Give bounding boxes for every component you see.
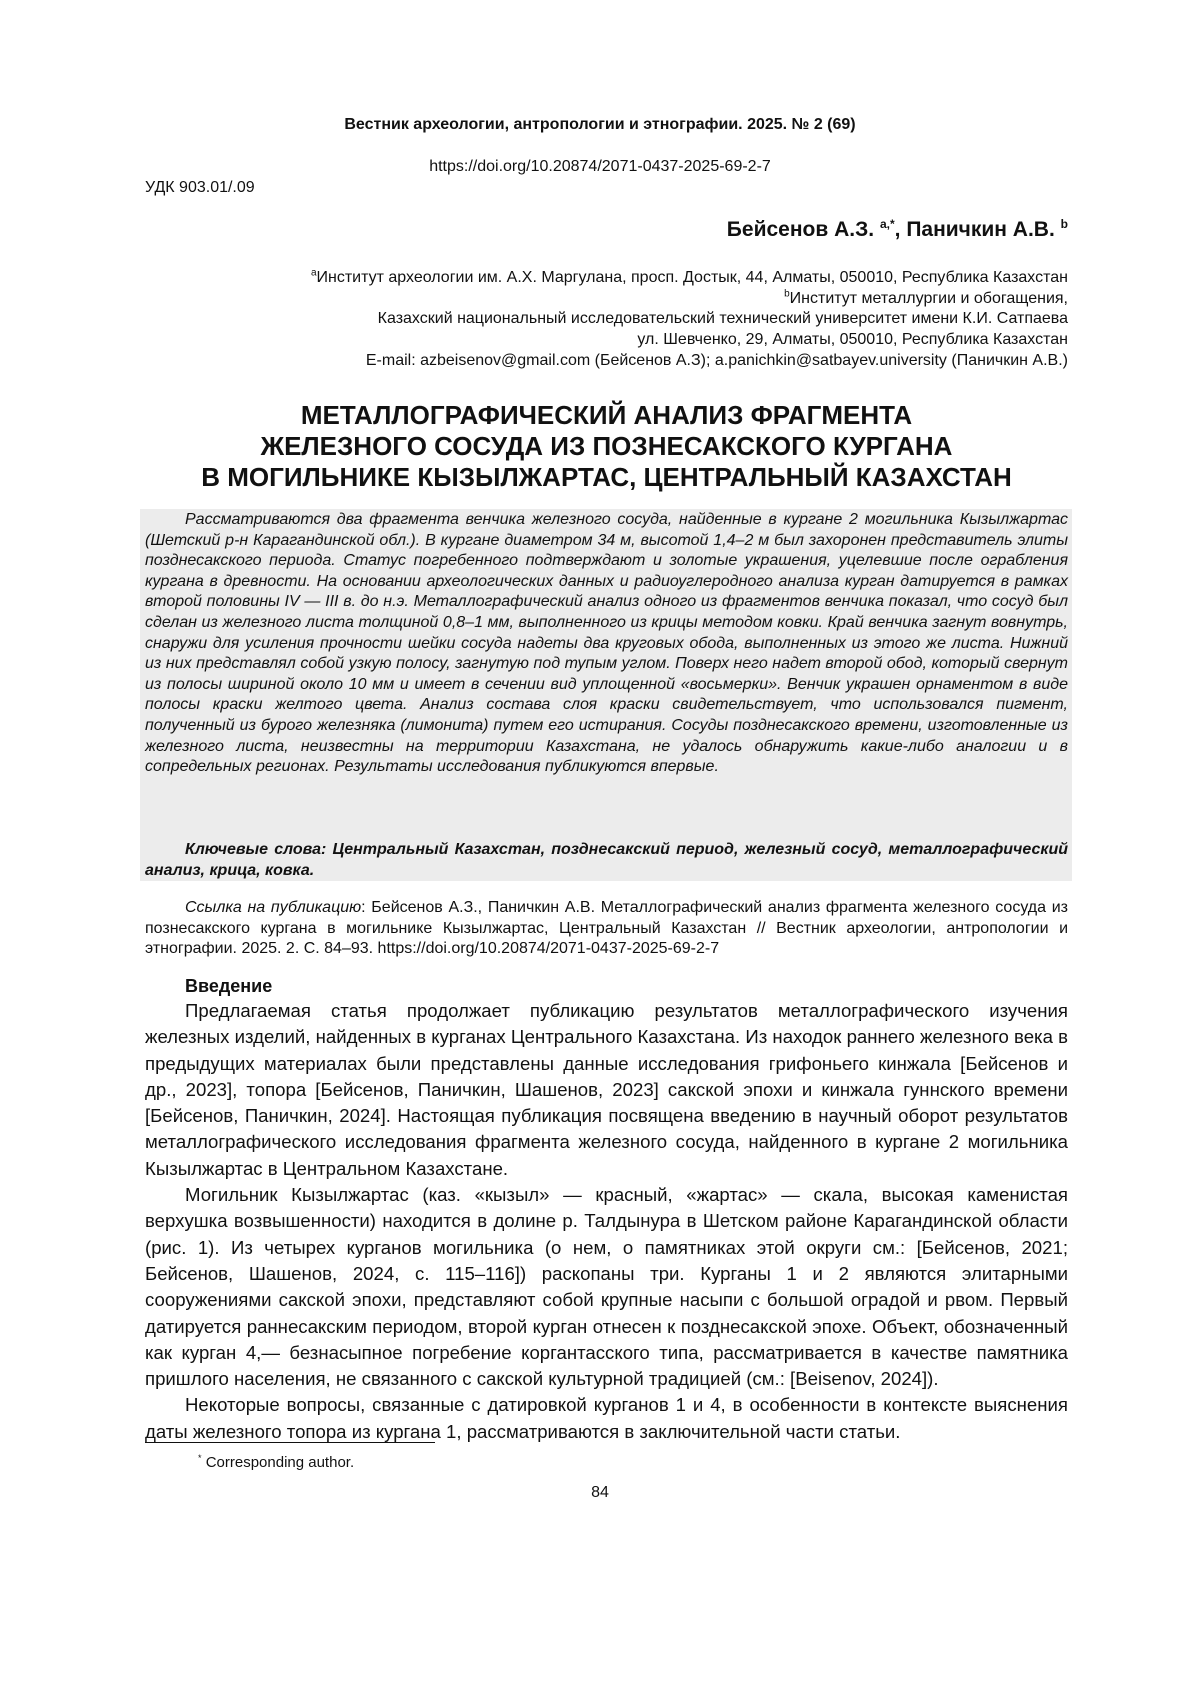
author-line [727,218,1068,242]
body-paragraph: Предлагаемая статья продолжает публикацию результатов металлографического изучения железных изделий, найденных в курганах Центрального Казахстана. Из находок раннего железного века в предыдущих материалах были представлены данные исследования грифоньего кинжала [Бейсенов и др., 2023], топора [Бейсенов, Паничкин, Шашенов, 2023] сакской эпохи и кинжала гуннского времени [Бейсенов, Паничкин, 2024]. Настоящая публикация посвящена введению в научный оборот результатов металлографического исследования фрагмента железного сосуда, найденного в кургане 2 могильника Кызылжартас в Центральном Казахстане. [145,1000,1068,1179]
keywords-text: Ключевые слова: Центральный Казахстан, позднесакский период, железный сосуд, металлографический анализ, крица, ковка. [145,841,1068,879]
author-1: Бейсенов А.З. [726,218,875,241]
affiliation-a: $^a$Институт археологии им. А.Х. Маргулана, просп. Достык, 44, Алматы, 050010, Республика Казахстан [310,267,1068,286]
journal-header: Вестник археологии, антропологии и этнографии. 2025. № 2 (69) [344,116,856,133]
article-title: МЕТАЛЛОГРАФИЧЕСКИЙ АНАЛИЗ ФРАГМЕНТА ЖЕЛЕЗНОГО СОСУДА ИЗ ПОЗНЕСАКСКОГО КУРГАНА В МОГИЛЬНИКЕ КЫЗЫЛЖАРТАС, ЦЕНТРАЛЬНЫЙ КАЗАХСТАН [201,400,1012,492]
author-2-affil-mark: b [1060,217,1068,231]
section-heading-introduction: Введение [185,976,273,996]
citation-text: : Бейсенов А.З., Паничкин А.В. Металлографический анализ фрагмента железного сосуда из познесакского кургана в могильнике Кызылжартас, Центральный Казахстан // Вестник археологии, антропологии и этнографии. 2025. 2. С. 84–93. https://doi.org/10.20874/2071-0437-2025-69-2-7 [145,899,1068,958]
author-emails: E-mail: azbeisenov@gmail.com (Бейсенов А.З); a.panichkin@satbayev.university (Паничкин А.В.) [365,351,1068,369]
udk-code: УДК 903.01/.09 [145,179,255,196]
citation [145,898,1068,960]
affiliation-b-mark: b [784,288,790,300]
body-paragraph: Некоторые вопросы, связанные с датировкой курганов 1 и 4, в особенности в контексте выяснения даты железного топора из кургана 1, рассматриваются в заключительной части статьи. [145,1394,1068,1442]
abstract [145,510,1068,778]
affiliation-a-mark: a [310,267,317,279]
introduction-body [145,998,1068,1445]
affiliation-b-address: ул. Шевченко, 29, Алматы, 050010, Республика Казахстан [637,331,1068,349]
keywords [145,840,1068,881]
doi-link[interactable]: https://doi.org/10.20874/2071-0437-2025-69-2-7 [429,158,771,175]
citation-label: Ссылка на публикацию [185,899,362,916]
author-separator: , [894,218,901,241]
affiliations [108,268,1068,372]
abstract-text: Рассматриваются два фрагмента венчика железного сосуда, найденные в кургане 2 могильника Кызылжартас (Шетский р-н Карагандинской обл.). В кургане диаметром 34 м, высотой 1,4–2 м был захоронен представитель элиты позднесакского периода. Статус погребенного подтверждают и золотые украшения, уцелевшие после ограбления кургана в древности. На основании археологических данных и радиоуглеродного анализа курган датируется в рамках второй половины IV — III в. до н.э. Металлографический анализ одного из фрагментов венчика показал, что сосуд был сделан из железного листа толщиной 0,8–1 мм, выполненного из крицы методом ковки. Край венчика загнут вовнутрь, снаружи для усиления прочности шейки сосуда надеты два круговых обода, выполненных из этого же листа. Нижний из них представлял собой узкую полосу, загнутую под тупым углом. Поверх него надет второй обод, который свернут из полосы шириной около 10 мм и имеет в сечении вид уплощенной «восьмерки». Венчик украшен орнаментом в виде полосы краски желтого цвета. Анализ состава слоя краски свидетельствует, что использовался пигмент, полученный из бурого железняка (лимонита) путем его истирания. Сосуды позднесакского времени, изготовленные из железного листа, неизвестны на территории Казахстана, не удалось обнаружить какие-либо аналогии и в сопредельных регионах. Результаты исследования публикуются впервые. [145,511,1068,776]
footnote [198,1454,354,1471]
footnote-text: Corresponding author. [205,1454,355,1471]
affiliation-b: $^b$Институт металлургии и обогащения, [784,288,1068,307]
footnote-divider [145,1442,435,1443]
footnote-mark: * [198,1453,202,1463]
page-number: 84 [591,1484,609,1501]
author-2: Паничкин А.В. [906,218,1055,241]
affiliation-b-university: Казахский национальный исследовательский технический университет имени К.И. Сатпаева [377,310,1068,328]
author-1-affil-mark: a,* [879,217,895,231]
body-paragraph: Могильник Кызылжартас (каз. «кызыл» — красный, «жартас» — скала, высокая каменистая верхушка возвышенности) находится в долине р. Талдынура в Шетском районе Карагандинской области (рис. 1). Из четырех курганов могильника (о нем, о памятниках этой округи см.: [Бейсенов, 2021; Бейсенов, Шашенов, 2024, с. 115–116]) раскопаны три. Курганы 1 и 2 являются элитарными сооружениями сакской эпохи, представляют собой крупные насыпи с большой оградой и рвом. Первый датируется раннесакским периодом, второй курган отнесен к позднесакской эпохе. Объект, обозначенный как курган 4,— безнасыпное погребение коргантасского типа, рассматривается в качестве памятника пришлого населения, не связанного с сакской культурной традицией (см.: [Beisenov, 2024]). [145,1184,1068,1390]
